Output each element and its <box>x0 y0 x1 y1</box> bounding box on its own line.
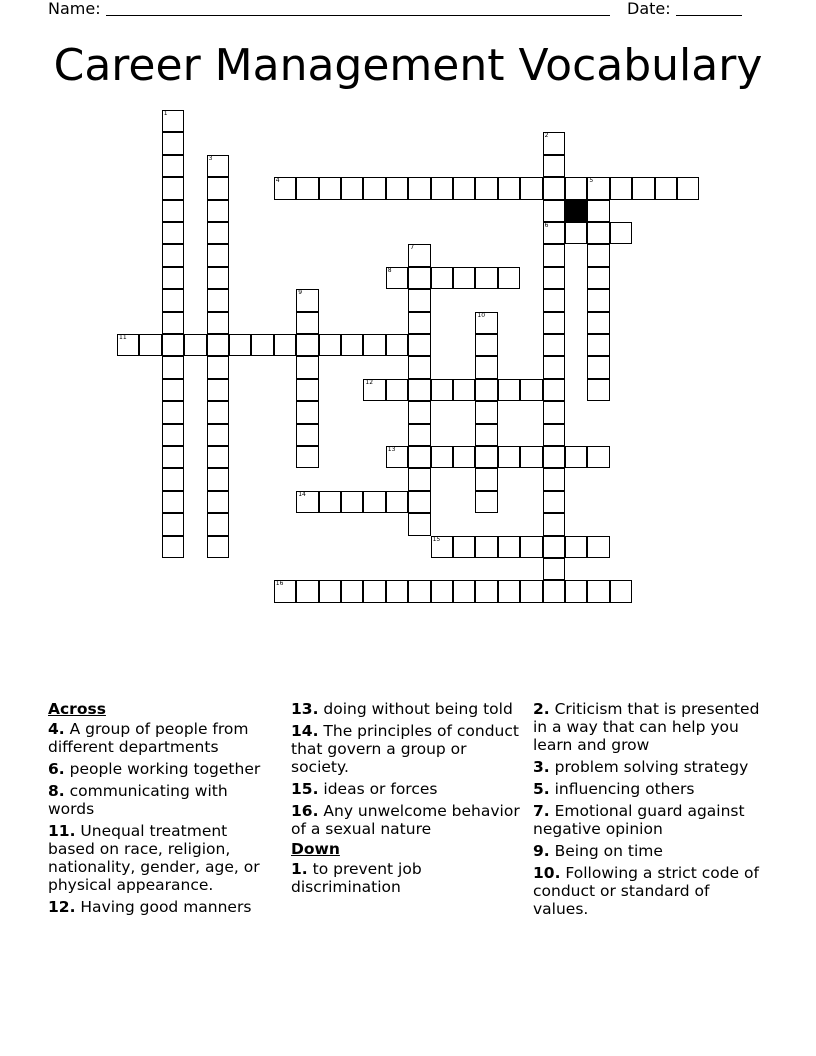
grid-cell[interactable] <box>677 177 699 199</box>
grid-cell[interactable] <box>207 468 229 490</box>
grid-cell[interactable] <box>587 379 609 401</box>
grid-cell[interactable] <box>386 267 408 289</box>
grid-cell[interactable] <box>587 222 609 244</box>
grid-cell[interactable] <box>475 356 497 378</box>
grid-cell[interactable] <box>162 200 184 222</box>
clue-number: 4 <box>275 177 280 185</box>
down-clue <box>533 700 769 754</box>
grid-cell[interactable] <box>162 446 184 468</box>
grid-cell[interactable] <box>543 580 565 602</box>
clue-number: 8 <box>387 266 392 274</box>
grid-cell[interactable] <box>453 536 475 558</box>
grid-cell[interactable] <box>162 132 184 154</box>
grid-cell[interactable] <box>207 334 229 356</box>
grid-cell[interactable] <box>431 580 453 602</box>
grid-cell[interactable] <box>520 580 542 602</box>
grid-cell[interactable] <box>520 379 542 401</box>
grid-cell[interactable] <box>520 536 542 558</box>
grid-cell[interactable] <box>475 401 497 423</box>
grid-cell[interactable] <box>408 244 430 266</box>
grid-cell[interactable] <box>543 468 565 490</box>
grid-cell[interactable] <box>162 334 184 356</box>
grid-cell[interactable] <box>543 267 565 289</box>
grid-cell[interactable] <box>207 177 229 199</box>
date-blank[interactable] <box>676 0 742 16</box>
clue-text: The principles of conduct that govern a group or society. <box>291 722 519 776</box>
grid-cell[interactable] <box>543 401 565 423</box>
grid-cell[interactable] <box>207 446 229 468</box>
grid-cell[interactable] <box>632 177 654 199</box>
grid-cell[interactable] <box>363 177 385 199</box>
across-clue <box>48 782 276 818</box>
down-clue <box>533 780 769 798</box>
clue-number: 15. <box>291 780 319 798</box>
grid-cell[interactable] <box>296 491 318 513</box>
across-clue <box>291 802 525 838</box>
grid-cell[interactable] <box>475 177 497 199</box>
clue-number: 11 <box>119 334 127 341</box>
grid-cell[interactable] <box>274 580 296 602</box>
grid-cell[interactable] <box>587 289 609 311</box>
grid-cell[interactable] <box>296 424 318 446</box>
across-clue <box>291 700 525 718</box>
grid-cell[interactable] <box>162 424 184 446</box>
grid-cell[interactable] <box>207 513 229 535</box>
grid-cell[interactable] <box>207 356 229 378</box>
grid-cell[interactable] <box>296 177 318 199</box>
grid-cell[interactable] <box>565 222 587 244</box>
grid-cell[interactable] <box>319 580 341 602</box>
clue-number: 7 <box>410 244 415 252</box>
grid-cell[interactable] <box>587 177 609 199</box>
grid-cell[interactable] <box>363 334 385 356</box>
clue-text: people working together <box>64 760 261 778</box>
grid-cell[interactable] <box>319 491 341 513</box>
clue-number: 11. <box>48 822 76 840</box>
grid-cell[interactable] <box>341 334 363 356</box>
grid-cell[interactable] <box>610 580 632 602</box>
grid-cell[interactable] <box>207 401 229 423</box>
grid-cell[interactable] <box>520 177 542 199</box>
name-label: Name: <box>48 0 101 18</box>
clue-number: 6. <box>48 760 65 778</box>
grid-cell[interactable] <box>363 491 385 513</box>
grid-cell[interactable] <box>274 334 296 356</box>
grid-cell[interactable] <box>341 491 363 513</box>
clue-number: 9. <box>533 842 550 860</box>
grid-cell[interactable] <box>207 289 229 311</box>
grid-cell[interactable] <box>498 379 520 401</box>
grid-cell[interactable] <box>162 513 184 535</box>
grid-cell[interactable] <box>408 312 430 334</box>
grid-cell[interactable] <box>543 536 565 558</box>
clue-text: influencing others <box>549 780 695 798</box>
clue-number: 2 <box>544 132 549 140</box>
across-clue <box>48 720 276 756</box>
grid-cell[interactable] <box>408 491 430 513</box>
grid-cell[interactable] <box>363 580 385 602</box>
down-heading: Down <box>291 840 340 858</box>
grid-cell[interactable] <box>207 424 229 446</box>
grid-cell[interactable] <box>162 155 184 177</box>
clue-number: 16 <box>275 580 284 588</box>
grid-cell[interactable] <box>565 177 587 199</box>
across-clue <box>291 722 525 776</box>
clue-text: Having good manners <box>75 898 252 916</box>
grid-cell[interactable] <box>543 558 565 580</box>
grid-cell[interactable] <box>296 356 318 378</box>
clues-column-1 <box>48 700 276 920</box>
grid-cell[interactable] <box>498 446 520 468</box>
page-title: Career Management Vocabulary <box>53 40 763 91</box>
clue-number: 13 <box>387 446 396 453</box>
clue-number: 14 <box>298 490 306 498</box>
grid-cell[interactable] <box>408 356 430 378</box>
clue-number: 6 <box>544 222 549 229</box>
clue-text: A group of people from different departments <box>48 720 249 756</box>
grid-cell[interactable] <box>475 491 497 513</box>
clues-column-2 <box>291 700 525 900</box>
grid-cell[interactable] <box>587 312 609 334</box>
clue-number: 15 <box>432 535 441 543</box>
grid-cell[interactable] <box>319 334 341 356</box>
clue-number: 2. <box>533 700 550 718</box>
down-clue <box>291 860 525 896</box>
grid-cell[interactable] <box>543 177 565 199</box>
grid-cell[interactable] <box>162 244 184 266</box>
grid-cell[interactable] <box>162 536 184 558</box>
clue-text: doing without being told <box>318 700 513 718</box>
grid-cell[interactable] <box>207 155 229 177</box>
grid-cell[interactable] <box>453 580 475 602</box>
grid-cell[interactable] <box>431 446 453 468</box>
grid-cell[interactable] <box>587 536 609 558</box>
grid-cell[interactable] <box>341 580 363 602</box>
grid-cell[interactable] <box>386 580 408 602</box>
grid-cell[interactable] <box>296 312 318 334</box>
grid-cell[interactable] <box>498 177 520 199</box>
grid-cell[interactable] <box>431 177 453 199</box>
grid-cell[interactable] <box>408 267 430 289</box>
grid-cell[interactable] <box>543 334 565 356</box>
grid-cell[interactable] <box>453 379 475 401</box>
grid-cell[interactable] <box>498 267 520 289</box>
grid-cell[interactable] <box>274 177 296 199</box>
grid-cell[interactable] <box>587 580 609 602</box>
grid-cell[interactable] <box>386 491 408 513</box>
grid-cell[interactable] <box>565 446 587 468</box>
grid-cell[interactable] <box>587 200 609 222</box>
grid-cell[interactable] <box>386 177 408 199</box>
grid-cell[interactable] <box>453 267 475 289</box>
grid-cell[interactable] <box>543 312 565 334</box>
grid-cell[interactable] <box>543 222 565 244</box>
across-heading: Across <box>48 700 106 718</box>
clue-text: Any unwelcome behavior of a sexual nature <box>291 802 520 838</box>
grid-cell[interactable] <box>296 289 318 311</box>
grid-cell[interactable] <box>319 177 341 199</box>
grid-cell[interactable] <box>162 379 184 401</box>
clue-number: 1. <box>291 860 308 878</box>
grid-cell[interactable] <box>543 424 565 446</box>
grid-cell[interactable] <box>296 580 318 602</box>
down-clue <box>533 758 769 776</box>
grid-cell[interactable] <box>408 289 430 311</box>
grid-cell[interactable] <box>162 491 184 513</box>
grid-cell[interactable] <box>162 289 184 311</box>
grid-cell[interactable] <box>162 222 184 244</box>
grid-cell[interactable] <box>162 356 184 378</box>
grid-cell[interactable] <box>565 536 587 558</box>
clue-text: communicating with words <box>48 782 228 818</box>
date-label: Date: <box>627 0 671 18</box>
clues-column-3 <box>533 700 769 922</box>
grid-cell[interactable] <box>610 222 632 244</box>
clue-number: 12. <box>48 898 76 916</box>
grid-cell[interactable] <box>475 446 497 468</box>
grid-cell[interactable] <box>565 580 587 602</box>
grid-cell[interactable] <box>296 446 318 468</box>
clue-number: 10 <box>477 311 486 319</box>
grid-cell[interactable] <box>408 580 430 602</box>
grid-cell[interactable] <box>363 379 385 401</box>
grid-cell[interactable] <box>386 379 408 401</box>
across-clue <box>48 822 276 894</box>
grid-cell[interactable] <box>251 334 273 356</box>
grid-cell[interactable] <box>655 177 677 199</box>
grid-cell[interactable] <box>408 334 430 356</box>
grid-cell[interactable] <box>610 177 632 199</box>
grid-cell[interactable] <box>520 446 542 468</box>
grid-cell[interactable] <box>498 580 520 602</box>
grid-cell[interactable] <box>408 177 430 199</box>
grid-cell[interactable] <box>296 334 318 356</box>
date-field[interactable] <box>627 0 742 18</box>
clue-number: 10. <box>533 864 561 882</box>
grid-cell[interactable] <box>431 379 453 401</box>
clue-number: 14. <box>291 722 319 740</box>
clue-text: Unequal treatment based on race, religion, nationality, gender, age, or physical appearance. <box>48 822 260 894</box>
grid-cell[interactable] <box>475 580 497 602</box>
grid-cell[interactable] <box>162 110 184 132</box>
clue-text: Being on time <box>549 842 663 860</box>
grid-cell[interactable] <box>207 200 229 222</box>
across-clue <box>48 760 276 778</box>
grid-cell[interactable] <box>207 491 229 513</box>
grid-cell[interactable] <box>475 468 497 490</box>
clue-text: Following a strict code of conduct or standard of values. <box>533 864 759 918</box>
clue-number: 9 <box>298 289 303 297</box>
grid-cell[interactable] <box>184 334 206 356</box>
grid-cell[interactable] <box>139 334 161 356</box>
across-clue <box>48 898 276 916</box>
grid-cell[interactable] <box>207 536 229 558</box>
grid-cell[interactable] <box>475 379 497 401</box>
grid-cell[interactable] <box>543 155 565 177</box>
grid-cell[interactable] <box>207 267 229 289</box>
grid-cell[interactable] <box>543 379 565 401</box>
grid-cell[interactable] <box>587 267 609 289</box>
grid-cell[interactable] <box>475 267 497 289</box>
name-blank[interactable] <box>106 0 610 16</box>
grid-cell[interactable] <box>431 536 453 558</box>
grid-cell[interactable] <box>207 244 229 266</box>
grid-cell[interactable] <box>408 513 430 535</box>
grid-cell[interactable] <box>543 491 565 513</box>
clue-text: Criticism that is presented in a way that can help you learn and grow <box>533 700 760 754</box>
grid-cell[interactable] <box>408 379 430 401</box>
grid-cell[interactable] <box>386 446 408 468</box>
clue-number: 13. <box>291 700 319 718</box>
grid-cell[interactable] <box>207 222 229 244</box>
grid-cell[interactable] <box>587 446 609 468</box>
grid-cell[interactable] <box>162 468 184 490</box>
grid-cell[interactable] <box>543 446 565 468</box>
grid-cell[interactable] <box>341 177 363 199</box>
grid-cell[interactable] <box>498 536 520 558</box>
black-cell <box>565 200 587 222</box>
clue-text: ideas or forces <box>318 780 438 798</box>
clue-number: 8. <box>48 782 65 800</box>
grid-cell[interactable] <box>543 513 565 535</box>
clue-number: 1 <box>163 110 168 117</box>
grid-cell[interactable] <box>207 379 229 401</box>
grid-cell[interactable] <box>296 379 318 401</box>
grid-cell[interactable] <box>162 177 184 199</box>
clue-text: problem solving strategy <box>549 758 749 776</box>
grid-cell[interactable] <box>453 446 475 468</box>
grid-cell[interactable] <box>475 424 497 446</box>
grid-cell[interactable] <box>543 132 565 154</box>
grid-cell[interactable] <box>587 244 609 266</box>
clue-number: 16. <box>291 802 319 820</box>
grid-cell[interactable] <box>475 334 497 356</box>
name-field[interactable] <box>48 0 610 18</box>
clue-text: Emotional guard against negative opinion <box>533 802 745 838</box>
grid-cell[interactable] <box>229 334 251 356</box>
clue-number: 12 <box>365 378 374 386</box>
grid-cell[interactable] <box>543 244 565 266</box>
clue-number: 5 <box>589 177 594 185</box>
grid-cell[interactable] <box>475 312 497 334</box>
grid-cell[interactable] <box>543 200 565 222</box>
grid-cell[interactable] <box>408 468 430 490</box>
down-clue <box>533 802 769 838</box>
grid-cell[interactable] <box>587 334 609 356</box>
grid-cell[interactable] <box>408 401 430 423</box>
clue-number: 3 <box>208 154 213 162</box>
grid-cell[interactable] <box>408 424 430 446</box>
grid-cell[interactable] <box>453 177 475 199</box>
grid-cell[interactable] <box>162 267 184 289</box>
clue-number: 4. <box>48 720 65 738</box>
grid-cell[interactable] <box>162 312 184 334</box>
clue-text: to prevent job discrimination <box>291 860 422 896</box>
grid-cell[interactable] <box>162 401 184 423</box>
down-clue <box>533 842 769 860</box>
grid-cell[interactable] <box>587 356 609 378</box>
clue-number: 7. <box>533 802 550 820</box>
grid-cell[interactable] <box>543 289 565 311</box>
clue-number: 5. <box>533 780 550 798</box>
grid-cell[interactable] <box>543 356 565 378</box>
grid-cell[interactable] <box>296 401 318 423</box>
grid-cell[interactable] <box>386 334 408 356</box>
grid-cell[interactable] <box>117 334 139 356</box>
grid-cell[interactable] <box>207 312 229 334</box>
clue-number: 3. <box>533 758 550 776</box>
down-clue <box>533 864 769 918</box>
grid-cell[interactable] <box>431 267 453 289</box>
grid-cell[interactable] <box>408 446 430 468</box>
across-clue <box>291 780 525 798</box>
grid-cell[interactable] <box>475 536 497 558</box>
